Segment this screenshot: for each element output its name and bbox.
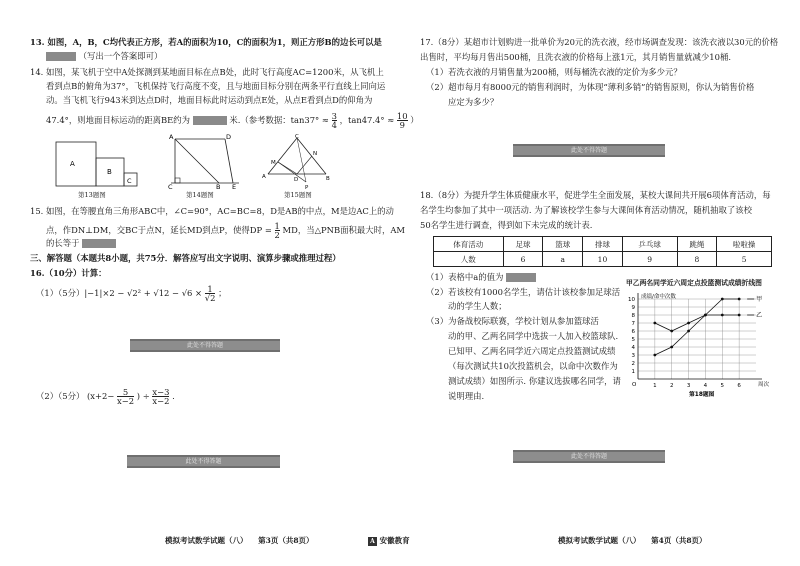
no-answer-zone-4: 此处不得答题 xyxy=(513,450,665,463)
data-point xyxy=(687,322,690,325)
x-tick-label: 1 xyxy=(653,383,657,389)
q13-line1: 13. 如图，A，B，C均代表正方形，若A的面积为10，C的面积为1，则正方形B的边长可以是 xyxy=(30,37,382,47)
q18-line2: 名学生均参加了其中一项活动. 为了解该校学生参与大课间体育活动情况，随机抽取了该校 xyxy=(420,205,752,215)
label-B: B xyxy=(326,176,330,182)
table-cell: 篮球 xyxy=(543,237,583,252)
brand-logo: A 安徽教育 xyxy=(368,535,410,546)
label-D: D xyxy=(294,177,299,183)
q18-s3e: 测试成绩）如图所示. 你建议选拔哪名同学，请 xyxy=(448,376,621,386)
label-A: A xyxy=(70,160,75,168)
q15-line3: 的长等于 xyxy=(46,238,116,249)
table-header-row xyxy=(434,237,772,252)
square-A xyxy=(56,142,96,186)
y-tick-label: 6 xyxy=(631,329,635,335)
y-tick-label: 2 xyxy=(631,361,635,367)
data-point xyxy=(670,346,673,349)
table-cell: a xyxy=(543,252,583,267)
table-cell: 啦啦操 xyxy=(717,237,772,252)
data-point xyxy=(721,298,724,301)
table-cell: 跳绳 xyxy=(677,237,717,252)
q18-s1: （1）表格中a的值为 xyxy=(426,272,536,283)
fraction: $\frac{1}{2}$ xyxy=(274,221,280,240)
data-point xyxy=(738,298,741,301)
fig15-caption: 第15题图 xyxy=(284,191,312,199)
y-axis-label: 成绩/命中次数 xyxy=(641,294,676,300)
table-cell: 人数 xyxy=(434,252,504,267)
x-tick-label: 6 xyxy=(737,383,741,389)
fraction: $\frac{1}{√2}$ xyxy=(204,284,216,303)
redacted-answer-box xyxy=(46,52,76,61)
label-B: B xyxy=(107,168,112,176)
y-tick-label: 3 xyxy=(631,353,635,359)
fig13-caption: 第13题图 xyxy=(78,191,106,199)
label-A: A xyxy=(262,174,266,180)
redacted-answer-box xyxy=(193,116,227,125)
x-tick-label: 2 xyxy=(669,383,674,389)
table-cell: 9 xyxy=(622,252,677,267)
data-point xyxy=(653,322,656,325)
q14-line4: 47.4°，则地面目标运动的距离BE约为 米.（参考数据：tan37° ≈ $\frac{3}{4}$ ，tan47.4° ≈ $\frac{10}{9}$ ） xyxy=(46,111,419,130)
x-tick-label: 3 xyxy=(686,383,691,389)
table-cell: 体育活动 xyxy=(434,237,504,252)
redacted-answer-box xyxy=(82,239,116,248)
chart-caption: 第18题图 xyxy=(689,392,715,398)
line-chart xyxy=(622,287,782,405)
q16-part2: （2）（5分） (x+2− $\frac{5}{x-2}$ ) ÷ $\frac{x-3}{x-2}$ . xyxy=(36,387,175,406)
table-cell: 足球 xyxy=(503,237,543,252)
y-tick-label: 4 xyxy=(631,345,635,351)
table-cell: 5 xyxy=(717,252,772,267)
legend-label: 甲 xyxy=(756,296,763,303)
fig15-triangle-diagram xyxy=(262,134,332,190)
section-3-heading: 三、解答题（本题共8小题，共75分．解答应写出文字说明、演算步骤或推理过程） xyxy=(30,253,341,263)
fig14-plane-diagram xyxy=(163,133,243,189)
table-cell: 乒乓球 xyxy=(622,237,677,252)
q17-sub1: （1）若洗衣液的月销售量为200桶，则每桶洗衣液的定价为多少元？ xyxy=(426,67,682,77)
q17-line1: 17.（8分）某超市计划购进一批单价为20元的洗衣液，经市场调查发现：该洗衣液以30元的价格 xyxy=(420,37,779,47)
table-cell: 排球 xyxy=(583,237,623,252)
q16-title: 16.（10分）计算： xyxy=(30,268,107,278)
activity-table xyxy=(433,236,772,267)
footer-right: 模拟考试数学试题（八） 第4页（共8页） xyxy=(558,536,707,545)
y-tick-label: 8 xyxy=(631,313,635,319)
q14-line2: 看到点B的俯角为37°，飞机保持飞行高度不变，且与地面目标分别在两条平行直线上同向运 xyxy=(46,81,386,91)
x-tick-label: 5 xyxy=(720,383,725,389)
table-cell: 6 xyxy=(503,252,543,267)
label-C: C xyxy=(127,177,132,185)
table-cell: 8 xyxy=(677,252,717,267)
right-page xyxy=(400,0,800,566)
x-tick-label: 4 xyxy=(703,383,708,389)
fraction: $\frac{5}{x-2}$ xyxy=(117,387,135,406)
q16-part1: （1）（5分）|−1|×2 − √2² + √12 − √6 × $\frac{1}{√2}$ ； xyxy=(36,284,227,303)
q18-line3: 50名学生进行调查，得到如下未完成的统计表. xyxy=(420,220,593,230)
series-line-甲 xyxy=(655,299,739,355)
data-point xyxy=(653,354,656,357)
data-point xyxy=(721,314,724,317)
brand-mark-icon: A xyxy=(368,537,377,546)
q18-s3d: （每次测试共10次投篮机会，以命中次数作为 xyxy=(448,361,618,371)
label-P: P xyxy=(305,185,309,190)
data-point xyxy=(687,330,690,333)
table-cell: 10 xyxy=(583,252,623,267)
q17-sub2b: 应定为多少？ xyxy=(448,97,499,107)
q18-s2b: 动的学生人数； xyxy=(448,301,507,311)
no-answer-zone-1: 此处不得答题 xyxy=(130,339,280,352)
label-A: A xyxy=(169,133,174,141)
legend-label: 乙 xyxy=(756,312,763,319)
y-tick-label: 5 xyxy=(631,337,635,343)
footer-left: 模拟考试数学试题（八） 第3页（共8页） xyxy=(165,536,314,545)
q17-line2: 出售时，平均每月售出500桶，且洗衣液的价格每上涨1元，其月销售量就减少10桶. xyxy=(420,52,732,62)
fig13-squares xyxy=(52,140,142,190)
q17-sub2: （2）超市每月有8000元的销售利润时，为体现“薄利多销”的销售原则，你认为销售价格 xyxy=(426,82,755,92)
label-C: C xyxy=(168,183,173,189)
chart-title: 甲乙两名同学近六周定点投篮测试成绩折线图 xyxy=(626,279,762,287)
y-tick-label: 9 xyxy=(631,305,635,311)
y-tick-label: 7 xyxy=(631,321,635,327)
q14-line1: 14. 如图，某飞机于空中A处探测到某地面目标在点B处，此时飞行高度AC=1200米，从飞机上 xyxy=(30,67,384,77)
fraction: $\frac{10}{9}$ xyxy=(396,111,408,130)
q18-line1: 18.（8分）为提升学生体质健康水平，促进学生全面发展，某校大课间共开展6项体育活动，每 xyxy=(420,190,771,200)
q18-s3c: 已知甲、乙两名同学近六周定点投篮测试成绩 xyxy=(448,346,616,356)
data-point xyxy=(704,314,707,317)
origin-label: O xyxy=(632,382,637,388)
fraction: $\frac{x-3}{x-2}$ xyxy=(152,387,170,406)
y-tick-label: 1 xyxy=(631,369,635,375)
label-C: C xyxy=(295,134,299,140)
fig14-caption: 第14题图 xyxy=(186,191,214,199)
no-answer-zone-3: 此处不得答题 xyxy=(513,144,665,157)
q18-s3f: 说明理由. xyxy=(448,391,485,401)
label-N: N xyxy=(313,151,318,157)
fraction: $\frac{3}{4}$ xyxy=(331,111,337,130)
label-E: E xyxy=(232,183,237,189)
q15-line1: 15. 如图，在等腰直角三角形ABC中，∠C=90°，AC=BC=8，D是AB的中点，M是边AC上的动 xyxy=(30,206,394,216)
q13-line2: （写出一个答案即可） xyxy=(46,51,162,62)
q18-s3b: 动的甲、乙两名同学中选拔一人加入校篮球队. xyxy=(448,331,619,341)
y-tick-label: 10 xyxy=(628,297,635,303)
label-D: D xyxy=(226,133,232,141)
label-M: M xyxy=(271,160,276,166)
table-row xyxy=(434,252,772,267)
no-answer-zone-2: 此处不得答题 xyxy=(127,455,280,468)
data-point xyxy=(738,314,741,317)
data-point xyxy=(670,330,673,333)
redacted-answer-box xyxy=(506,273,536,282)
label-B: B xyxy=(216,183,221,189)
q14-line3: 动。当飞机飞行943米到达点D时，地面目标此时运动到点E处，从点E看到点D的仰角为 xyxy=(46,95,373,105)
x-axis-label: 周次 xyxy=(758,382,770,388)
q18-s3a: （3）为备战校际联赛，学校计划从参加篮球活 xyxy=(426,316,599,326)
q15-line2: 点，作DN⊥DM，交BC于点N，延长MD到点P，使得DP = $\frac{1}{2}$ MD，当△PNB面积最大时，AM xyxy=(46,221,406,240)
q18-s2a: （2）若该校有1000名学生，请估计该校参加足球活 xyxy=(426,287,621,297)
